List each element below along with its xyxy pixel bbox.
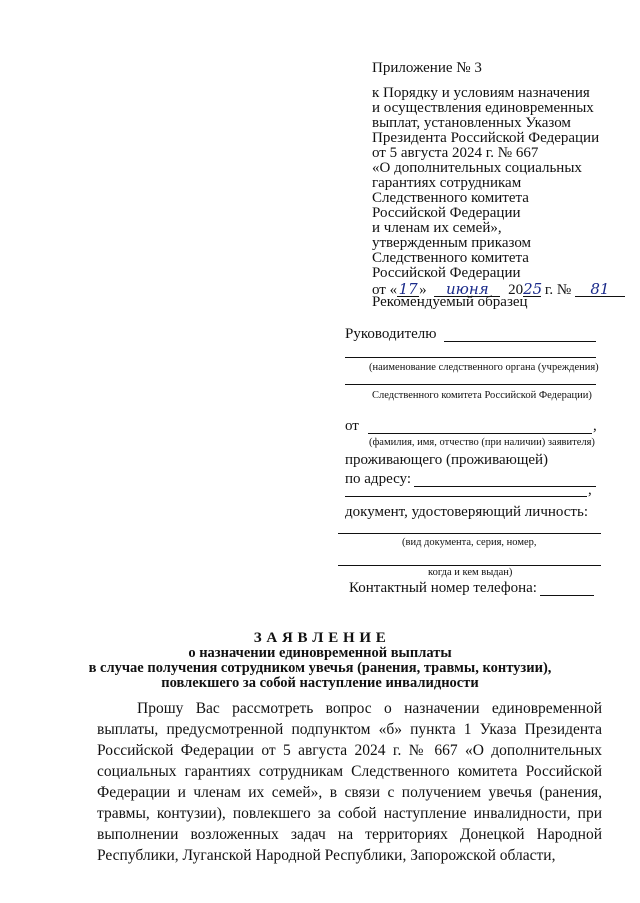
doc-caption: (вид документа, серия, номер, <box>402 537 537 548</box>
appendix-line: Следственного комитета <box>372 190 529 206</box>
statement-subtitle-1: о назначении единовременной выплаты <box>188 645 452 661</box>
order-prefix: от « <box>372 282 398 298</box>
appendix-line: «О дополнительных социальных <box>372 160 582 176</box>
document-line <box>338 533 601 534</box>
appendix-line: Российской Федерации <box>372 265 521 281</box>
issued-line <box>338 565 601 566</box>
appendix-line: к Порядку и условиям назначения <box>372 85 590 101</box>
name-caption: (фамилия, имя, отчество (при наличии) заявителя) <box>369 437 595 448</box>
order-year-label: г. № <box>544 282 572 298</box>
appendix-line: гарантиях сотрудникам <box>372 175 522 191</box>
appendix-number: Приложение № 3 <box>372 60 482 76</box>
issued-caption: когда и кем выдан) <box>428 567 513 578</box>
from-name-line <box>368 433 592 434</box>
statement-subtitle-3: повлекшего за собой наступление инвалидности <box>161 675 479 691</box>
appendix-line: утвержденным приказом <box>372 235 532 251</box>
sample-label: Рекомендуемый образец <box>372 294 528 310</box>
committee-caption: Следственного комитета Российской Федерации) <box>372 390 592 401</box>
appendix-text <box>372 86 599 281</box>
body-caption: (наименование следственного органа (учреждения) <box>369 362 599 373</box>
address-comma: , <box>588 482 592 498</box>
appendix-line: и осуществления единовременных <box>372 100 594 116</box>
appendix-line: Следственного комитета <box>372 250 529 266</box>
address-line-1 <box>414 486 596 487</box>
document-label: документ, удостоверяющий личность: <box>345 504 588 520</box>
order-quote-close: » <box>419 282 427 298</box>
statement-subtitle-2: в случае получения сотрудником увечья (ранения, травмы, контузии), <box>88 660 552 676</box>
residing-label: проживающего (проживающей) <box>345 452 549 468</box>
order-number: 81 <box>575 282 625 297</box>
order-year-suffix: 25 <box>523 280 543 298</box>
committee-line <box>345 384 596 385</box>
from-label: от <box>345 418 359 434</box>
address-line-2 <box>345 496 587 497</box>
appendix-line: и членам их семей», <box>372 220 502 236</box>
appendix-line: Президента Российской Федерации <box>372 130 600 146</box>
body-name-line <box>345 357 596 358</box>
address-label: по адресу: <box>345 471 412 487</box>
phone-line <box>540 595 594 596</box>
appendix-line: от 5 августа 2024 г. № 667 <box>372 145 539 161</box>
body-paragraph: Прошу Вас рассмотреть вопрос о назначении единовременной выплаты, предусмотренной подпунктом «б» пункта 1 Указа Президента Российской Федерации от 5 августа 2024 г. № 667 «О дополнительных социальных гарантиях сотрудникам Следственного комитета Российской Федерации и членам их семей», в связи с получением увечья (ранения, травмы, контузии), повлекшего за собой наступление инвалидности, при выполнении возложенных задач на территориях Донецкой Народной Республики, Луганской Народной Республики, Запорожской области, <box>97 700 602 864</box>
order-month: июня <box>434 282 500 297</box>
head-name-line <box>444 341 596 342</box>
order-day: 17 <box>398 280 418 298</box>
statement-body <box>97 698 602 866</box>
from-comma: , <box>593 418 597 434</box>
order-year-prefix: 20 <box>508 282 524 298</box>
statement-title: З А Я В Л Е Н И Е <box>253 630 387 646</box>
appendix-line: Российской Федерации <box>372 205 521 221</box>
head-label: Руководителю <box>345 326 437 342</box>
appendix-line: выплат, установленных Указом <box>372 115 571 131</box>
phone-label: Контактный номер телефона: <box>349 580 537 596</box>
